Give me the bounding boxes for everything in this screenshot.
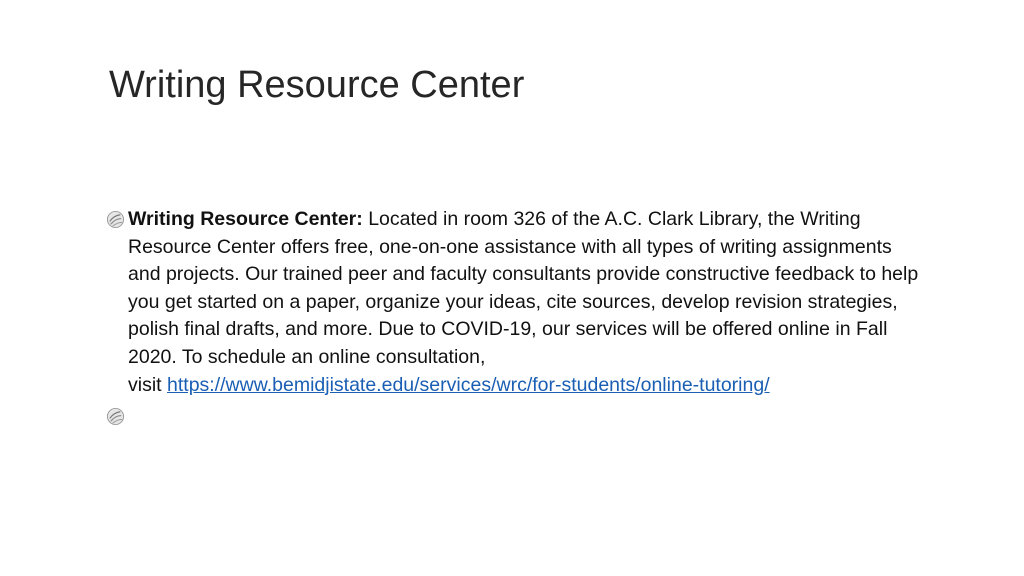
bullet-item-empty [106, 403, 926, 431]
bullet-item [106, 206, 926, 399]
bullet-list [106, 206, 926, 431]
bullet-body: Located in room 326 of the A.C. Clark Library, the Writing Resource Center offers free, one-on-one assistance with all types of writing assignments and projects. Our trained peer and faculty consultants provide constructive feedback to help you get started on a paper, organize your ideas, cite sources, develop revision strategies, polish final drafts, and more. Due to COVID-19, our services will be offered online in Fall 2020. To schedule an online consultation, [128, 208, 919, 368]
online-tutoring-link[interactable]: https://www.bemidjistate.edu/services/wrc/for-students/online-tutoring/ [167, 373, 770, 396]
swirl-bullet-icon [106, 407, 125, 426]
slide-title: Writing Resource Center [109, 64, 525, 106]
swirl-bullet-icon [106, 210, 125, 229]
bullet-lead: Writing Resource Center: [128, 208, 363, 230]
visit-label: visit [128, 373, 162, 396]
